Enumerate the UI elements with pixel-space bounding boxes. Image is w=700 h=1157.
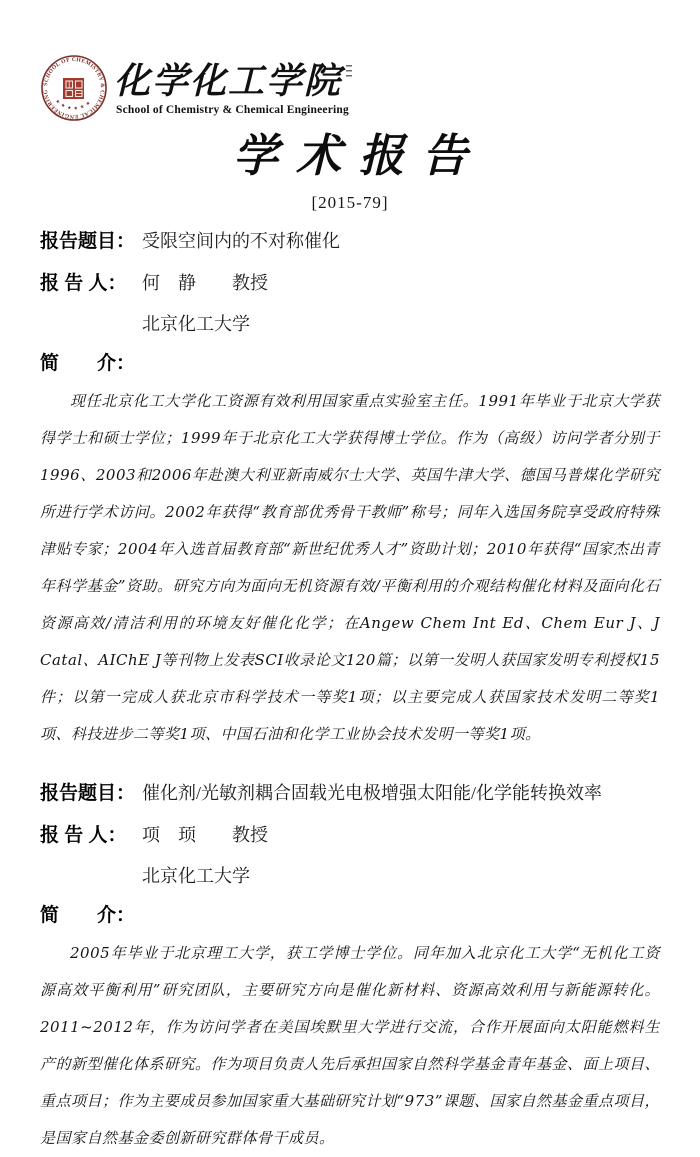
speaker-row (40, 269, 660, 298)
intro-label-row (40, 902, 660, 930)
intro-label: 简 介： (40, 905, 136, 926)
speaker-bio: 现任北京化工大学化工资源有效利用国家重点实验室主任。1991年毕业于北京大学获得学士和硕士学位；1999年于北京化工大学获得博士学位。作为（高级）访问学者分别于1996、2003和2006年赴澳大利亚新南威尔士大学、英国牛津大学、德国马普煤化学研究所进行学术访问。2002年获得“教育部优秀骨干教师”称号；同年入选国务院享受政府特殊津贴专家；2004年入选首届教育部“新世纪优秀人才”资助计划；2010年获得“国家杰出青年科学基金”资助。研究方向为面向无机资源有效/平衡利用的介观结构催化材料及面向化石资源高效/清洁利用的环境友好催化化学；在Angew Chem Int Ed、Chem Eur J、J Catal、AIChE J等刊物上发表SCI收录论文120篇；以第一发明人获国家发明专利授权15件；以第一完成人获北京市科学技术一等奖1项；以主要完成人获国家技术发明二等奖1项、科技进步二等奖1项、中国石油和化学工业协会技术发明一等奖1项。 (40, 392, 660, 743)
seal-stamp (63, 78, 84, 99)
affiliation-row (40, 862, 660, 890)
report-section-2 (40, 779, 660, 1157)
report-number: [2015-79] (311, 193, 389, 212)
speaker-row (40, 821, 660, 850)
affiliation-row (40, 310, 660, 338)
topic-label: 报告题目： (40, 231, 136, 252)
seal-ring-stars: ★★★★★★ (53, 98, 94, 112)
topic-value: 催化剂/光敏剂耦合固载光电极增强太阳能/化学能转换效率 (142, 783, 602, 803)
affiliation-value: 北京化工大学 (142, 866, 250, 886)
speaker-value: 何 静 教授 (142, 273, 268, 293)
intro-label: 简 介： (40, 353, 136, 374)
affiliation-value: 北京化工大学 (142, 314, 250, 334)
speaker-bio: 2005年毕业于北京理工大学，获工学博士学位。同年加入北京化工大学“无机化工资源高效平衡利用”研究团队，主要研究方向是催化新材料、资源高效利用与新能源转化。2011~2012年，作为访问学者在美国埃默里大学进行交流，合作开展面向太阳能燃料生产的新型催化体系研究。作为项目负责人先后承担国家自然科学基金青年基金、面上项目、重点项目；作为主要成员参加国家重大基础研究计划“973”课题、国家自然基金重点项目，是国家自然基金委创新研究群体骨干成员。 (40, 944, 661, 1147)
institute-name-chinese: 化学化工学院 (114, 59, 343, 102)
institute-name-row (114, 61, 354, 101)
calligraphy-signature-mark (345, 63, 354, 81)
speaker-label: 报 告 人： (40, 825, 127, 846)
header (40, 0, 660, 124)
topic-row (40, 227, 660, 256)
report-section-1 (40, 227, 660, 753)
topic-label: 报告题目： (40, 783, 136, 804)
school-seal-icon (40, 54, 108, 122)
document-title: 学术报告 (232, 129, 485, 182)
seal-ring-text: SCHOOL OF CHEMISTRY & CHEMICAL ENGINEERING (42, 56, 106, 120)
speaker-label: 报 告 人： (40, 273, 127, 294)
topic-row (40, 779, 660, 808)
speaker-value: 项 顼 教授 (142, 825, 268, 845)
intro-label-row (40, 350, 660, 378)
institute-branding (114, 61, 354, 116)
institute-name-english: School of Chemistry & Chemical Engineering (116, 103, 349, 116)
seal-svg (40, 54, 108, 122)
topic-value: 受限空间内的不对称催化 (142, 231, 340, 251)
